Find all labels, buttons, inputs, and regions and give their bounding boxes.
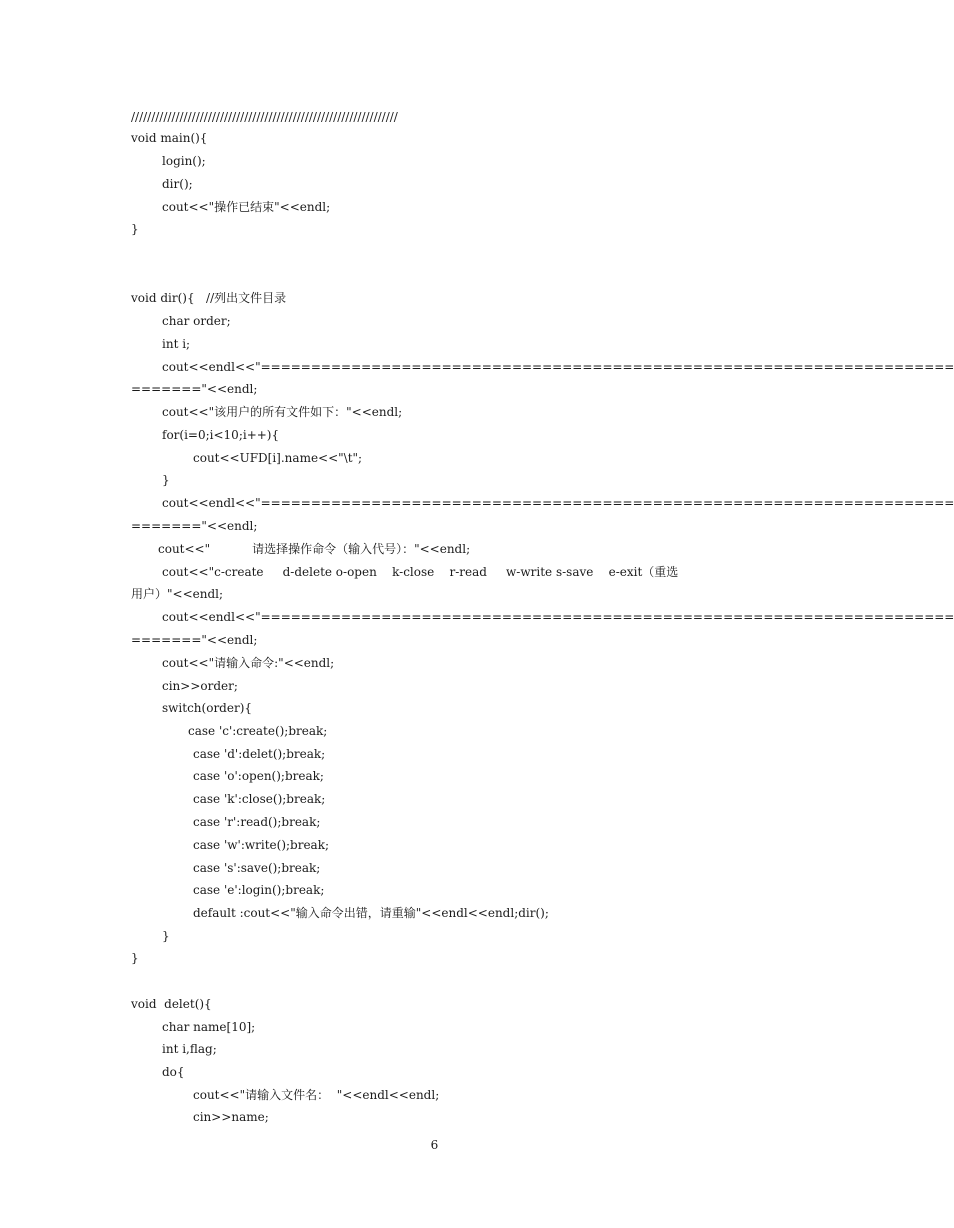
code-line: cout<<endl<<"===================================================================== bbox=[162, 610, 954, 624]
code-line: switch(order){ bbox=[162, 701, 253, 715]
code-line: } bbox=[162, 473, 170, 487]
code-line: for(i=0;i<10;i++){ bbox=[162, 428, 280, 442]
code-line: case 's':save();break; bbox=[193, 861, 321, 875]
code-line: char name[10]; bbox=[162, 1020, 256, 1034]
code-line: case 'c':create();break; bbox=[188, 724, 328, 738]
code-line: cout<<endl<<"===================================================================== bbox=[162, 496, 954, 510]
code-line: case 'e':login();break; bbox=[193, 883, 325, 897]
code-line: case 'r':read();break; bbox=[193, 815, 321, 829]
code-line: int i; bbox=[162, 337, 191, 351]
code-line: cout<<UFD[i].name<<"\t"; bbox=[193, 451, 363, 465]
code-line: cout<<"该用户的所有文件如下："<<endl; bbox=[162, 405, 403, 419]
code-line: case 'k':close();break; bbox=[193, 792, 326, 806]
code-line: ======="<<endl; bbox=[131, 519, 258, 533]
code-line: login(); bbox=[162, 154, 206, 168]
code-line: ////////////////////////////////////////////////////////////////// bbox=[131, 110, 398, 124]
code-line: case 'd':delet();break; bbox=[193, 747, 326, 761]
code-line: ======="<<endl; bbox=[131, 382, 258, 396]
code-line: dir(); bbox=[162, 177, 193, 191]
code-line: cout<<"请输入命令:"<<endl; bbox=[162, 656, 335, 670]
code-line: void delet(){ bbox=[131, 997, 212, 1011]
code-line: cout<<" 请选择操作命令（输入代号）："<<endl; bbox=[158, 542, 471, 556]
code-line: cin>>order; bbox=[162, 679, 238, 693]
code-line: void main(){ bbox=[131, 131, 208, 145]
page-number: 6 bbox=[430, 1138, 439, 1152]
code-line: } bbox=[131, 222, 139, 236]
code-line: ======="<<endl; bbox=[131, 633, 258, 647]
code-line: cout<<"c-create d-delete o-open k-close r-read w-write s-save e-exit（重选 bbox=[162, 565, 679, 579]
code-line: } bbox=[162, 929, 170, 943]
code-line: case 'w':write();break; bbox=[193, 838, 330, 852]
code-line: cout<<"操作已结束"<<endl; bbox=[162, 200, 331, 214]
code-line: cout<<"请输入文件名： "<<endl<<endl; bbox=[193, 1088, 440, 1102]
code-line: cout<<endl<<"===================================================================== bbox=[162, 360, 954, 374]
code-line: } bbox=[131, 951, 139, 965]
code-line: do{ bbox=[162, 1065, 185, 1079]
code-line: int i,flag; bbox=[162, 1042, 217, 1056]
code-line: case 'o':open();break; bbox=[193, 769, 324, 783]
code-line: cin>>name; bbox=[193, 1110, 269, 1124]
code-line: void dir(){ //列出文件目录 bbox=[131, 291, 287, 305]
code-line: 用户）"<<endl; bbox=[131, 587, 224, 601]
code-line: char order; bbox=[162, 314, 231, 328]
code-line: default :cout<<"输入命令出错，请重输"<<endl<<endl;dir(); bbox=[193, 906, 549, 920]
